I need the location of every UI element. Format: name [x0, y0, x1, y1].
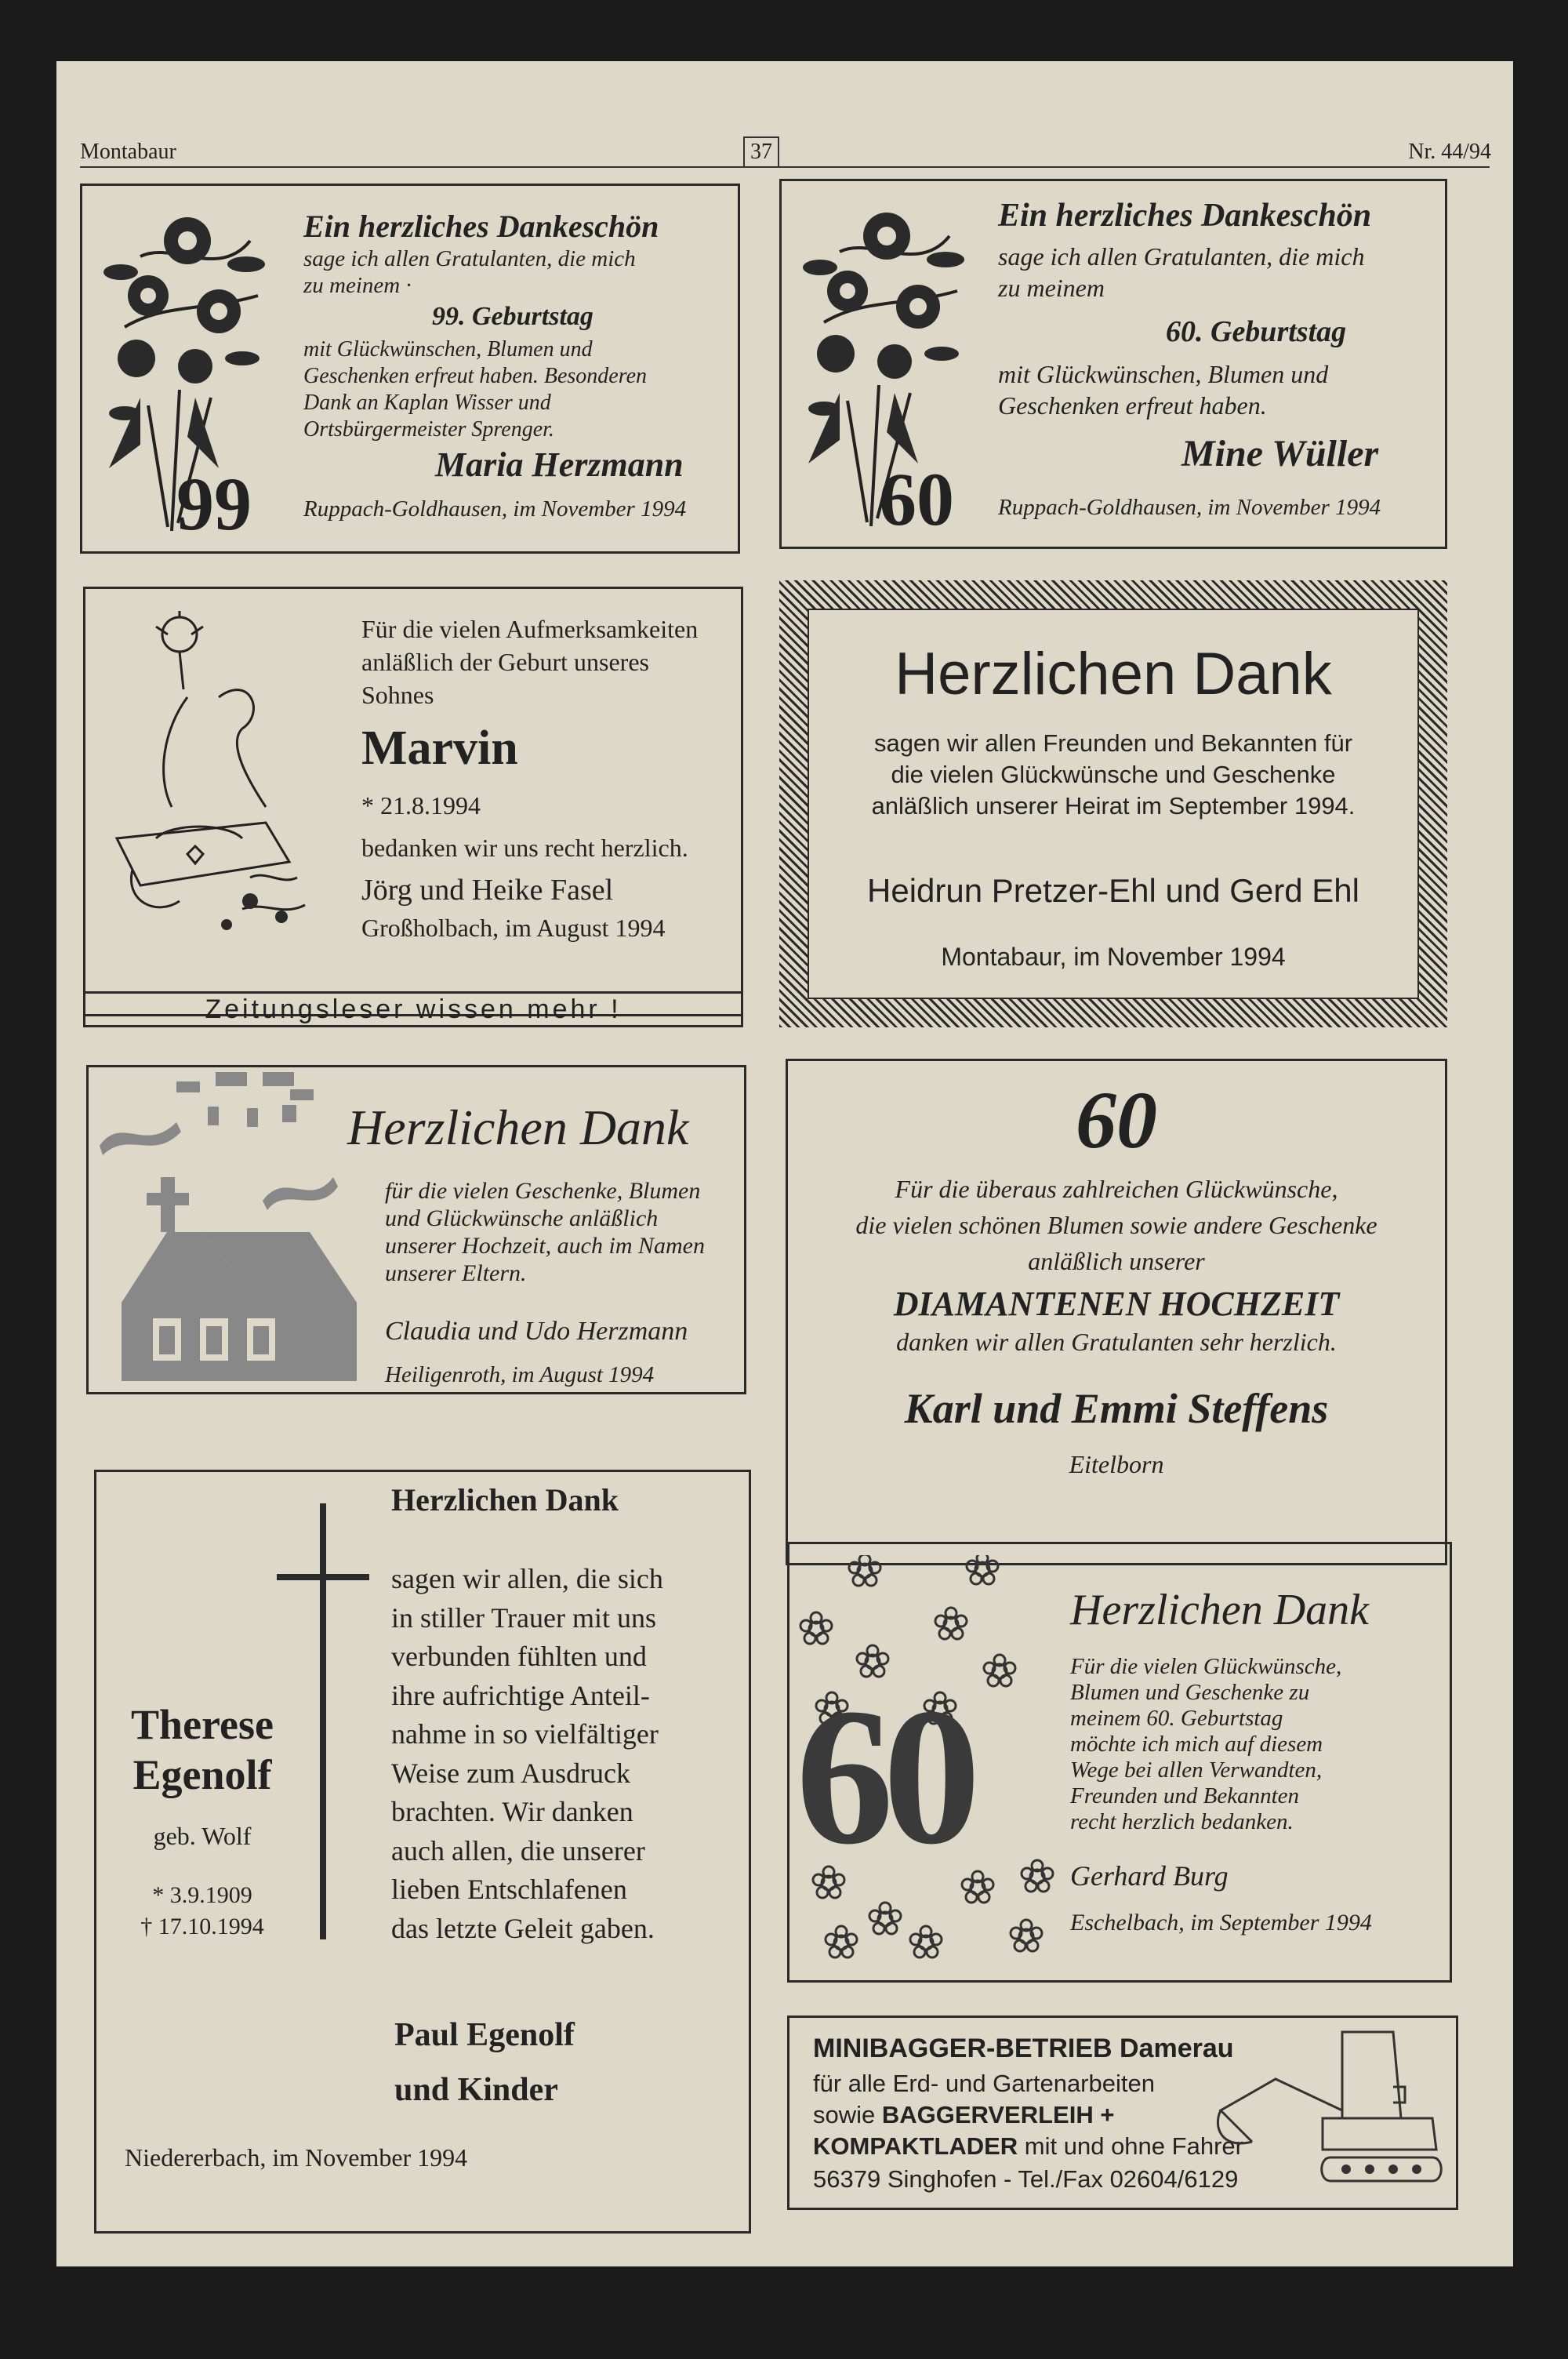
ad-name: Mine Wüller [1181, 433, 1379, 474]
service-line-2: sowie BAGGERVERLEIH + [813, 2101, 1115, 2128]
anniversary-number: 60 [1076, 1075, 1157, 1165]
age-number: 60 [879, 457, 954, 541]
contact-address: 56379 Singhofen - Tel./Fax 02604/6129 [813, 2165, 1239, 2193]
excavator-icon [1205, 2024, 1448, 2205]
ad-place-date: Niedererbach, im November 1994 [125, 2143, 468, 2172]
ad-intro: sage ich allen Gratulanten, die mich zu meinem [998, 242, 1365, 302]
ad-body: sagen wir allen, die sich in stiller Trauer mit uns verbunden fühlten und ihre aufrichtige Anteil- nahme in so vielfältiger Weise zum Ausdruck brachten. Wir danken auch allen, die unserer lieben Entschlafenen das letzte Geleit gaben. [391, 1563, 663, 1944]
ad-ehl [779, 580, 1447, 1027]
ad-place-date: Heiligenroth, im August 1994 [385, 1362, 655, 1387]
ad-name: Maria Herzmann [435, 445, 684, 484]
ad-title: Ein herzliches Dankeschön [998, 198, 1372, 234]
header-issue: Nr. 44/94 [1408, 140, 1491, 164]
cradle-icon [109, 603, 344, 948]
ad-body: mit Glückwünschen, Blumen und Geschenken erfreut haben. Besonderen Dank an Kaplan Wisser und Ortsbürgermeister Sprenger. [303, 337, 647, 442]
life-dates: * 3.9.1909 † 17.10.1994 [140, 1882, 264, 1939]
company-name: MINIBAGGER-BETRIEB Damerau [813, 2034, 1234, 2063]
parents-names: Jörg und Heike Fasel [361, 874, 614, 907]
family-line-1: Paul Egenolf [394, 2017, 575, 2053]
ad-intro: sage ich allen Gratulanten, die mich zu meinem · [303, 246, 636, 298]
page-number: 37 [743, 136, 779, 168]
ad-place: Eitelborn [1069, 1450, 1164, 1478]
ad-herzmann-99 [80, 184, 740, 554]
ad-title: Herzlichen Dank [895, 641, 1332, 707]
header-town: Montabaur [80, 140, 176, 164]
ad-place-date: Ruppach-Goldhausen, im November 1994 [998, 495, 1381, 520]
age-number: 99 [176, 462, 252, 546]
ad-body: Für die vielen Glückwünsche, Blumen und Geschenke zu meinem 60. Geburtstag möchte ich mich auf diesem Wege bei allen Verwandten, Freunden und Bekannten recht herzlich bedanken. [1070, 1654, 1342, 1834]
child-name: Marvin [361, 722, 518, 775]
cross-bar [277, 1574, 369, 1580]
promo-banner: Zeitungsleser wissen mehr ! [83, 991, 743, 1027]
ad-names: Claudia und Udo Herzmann [385, 1317, 688, 1346]
ad-ehl-inner [808, 609, 1419, 999]
service-line-1: für alle Erd- und Gartenarbeiten [813, 2070, 1155, 2097]
ad-name: Gerhard Burg [1070, 1860, 1229, 1892]
ad-place-date: Ruppach-Goldhausen, im November 1994 [303, 496, 687, 522]
header-rule [80, 166, 1490, 168]
ad-thanks: bedanken wir uns recht herzlich. [361, 834, 688, 862]
ad-intro: Für die vielen Aufmerksamkeiten anläßlich der Geburt unseres Sohnes [361, 615, 699, 709]
ad-minibagger [787, 2016, 1458, 2210]
ad-body: mit Glückwünschen, Blumen und Geschenken erfreut haben. [998, 360, 1329, 420]
ad-title: Ein herzliches Dankeschön [303, 209, 659, 244]
birth-date: * 21.8.1994 [361, 791, 481, 820]
ad-occasion: 99. Geburtstag [432, 302, 593, 331]
ad-place-date: Großholbach, im August 1994 [361, 914, 666, 942]
ad-occasion: 60. Geburtstag [1166, 315, 1347, 348]
ad-thanks: danken wir allen Gratulanten sehr herzlich. [896, 1328, 1337, 1356]
ad-body: für die vielen Geschenke, Blumen und Glückwünsche anläßlich unserer Hochzeit, auch im Namen unserer Eltern. [385, 1178, 705, 1286]
church-sun-icon [90, 1067, 372, 1389]
newspaper-page [56, 61, 1513, 2266]
ad-title: Herzlichen Dank [1070, 1586, 1370, 1634]
ad-place-date: Montabaur, im November 1994 [941, 943, 1286, 971]
cross-icon [320, 1503, 326, 1939]
ad-place-date: Eschelbach, im September 1994 [1070, 1910, 1372, 1936]
deceased-name: Therese Egenolf [131, 1701, 274, 1798]
ad-egenolf [94, 1470, 751, 2234]
birthday-number: 60 [796, 1668, 970, 1885]
family-line-2: und Kinder [394, 2072, 558, 2108]
ad-body: sagen wir allen Freunden und Bekannten für die vielen Glückwünsche und Geschenke anläßlich unserer Heirat im September 1994. [871, 729, 1356, 820]
ad-marvin [83, 587, 743, 1016]
ad-names: Karl und Emmi Steffens [904, 1385, 1329, 1432]
ad-title: Herzlichen Dank [391, 1482, 619, 1518]
ad-steffens [786, 1059, 1447, 1565]
ad-wueller-60 [779, 179, 1447, 549]
ad-claudia-udo [86, 1065, 746, 1394]
service-line-3: KOMPAKTLADER mit und ohne Fahrer [813, 2132, 1243, 2160]
ad-occasion: DIAMANTENEN HOCHZEIT [893, 1285, 1340, 1323]
maiden-name: geb. Wolf [153, 1822, 252, 1850]
ad-names: Heidrun Pretzer-Ehl und Gerd Ehl [867, 872, 1359, 909]
ad-burg [787, 1542, 1452, 1983]
ad-body: Für die überaus zahlreichen Glückwünsche, die vielen schönen Blumen sowie andere Geschenke anläßlich unserer [855, 1175, 1377, 1275]
ad-title: Herzlichen Dank [347, 1100, 689, 1155]
